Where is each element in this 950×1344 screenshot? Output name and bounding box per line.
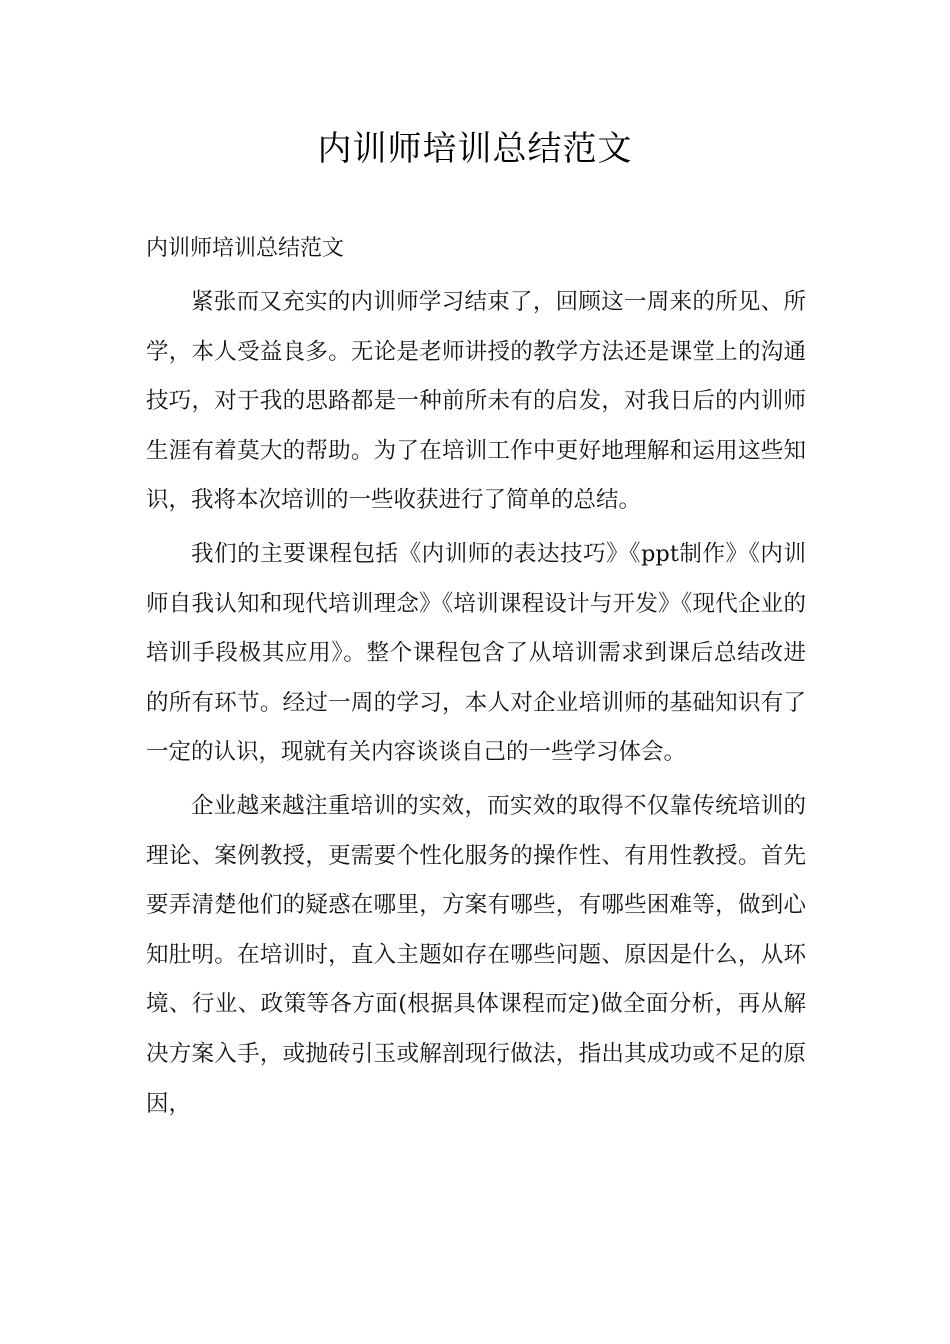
document-body — [146, 228, 806, 1133]
paragraph-3: 企业越来越注重培训的实效，而实效的取得不仅靠传统培训的理论、案例教授，更需要个性化服务的操作性、有用性教授。首先要弄清楚他们的疑惑在哪里，方案有哪些，有哪些困难等，做到心知肚明。在培训时，直入主题如存在哪些问题、原因是什么，从环境、行业、政策等各方面(根据具体课程而定)做全面分析，再从解决方案入手，或抛砖引玉或解剖现行做法，指出其成功或不足的原因， — [146, 792, 806, 1117]
document-title: 内训师培训总结范文 — [317, 129, 633, 169]
paragraph-1: 紧张而又充实的内训师学习结束了，回顾这一周来的所见、所学，本人受益良多。无论是老师讲授的教学方法还是课堂上的沟通技巧，对于我的思路都是一种前所未有的启发，对我日后的内训师生涯有着莫大的帮助。为了在培训工作中更好地理解和运用这些知识，我将本次培训的一些收获进行了简单的总结。 — [146, 289, 806, 514]
document-subtitle: 内训师培训总结范文 — [146, 236, 345, 261]
paragraph-2: 我们的主要课程包括《内训师的表达技巧》《ppt制作》《内训师自我认知和现代培训理念》《培训课程设计与开发》《现代企业的培训手段极其应用》。整个课程包含了从培训需求到课后总结改进的所有环节。经过一周的学习，本人对企业培训师的基础知识有了一定的认识，现就有关内容谈谈自己的一些学习体会。 — [146, 540, 806, 766]
